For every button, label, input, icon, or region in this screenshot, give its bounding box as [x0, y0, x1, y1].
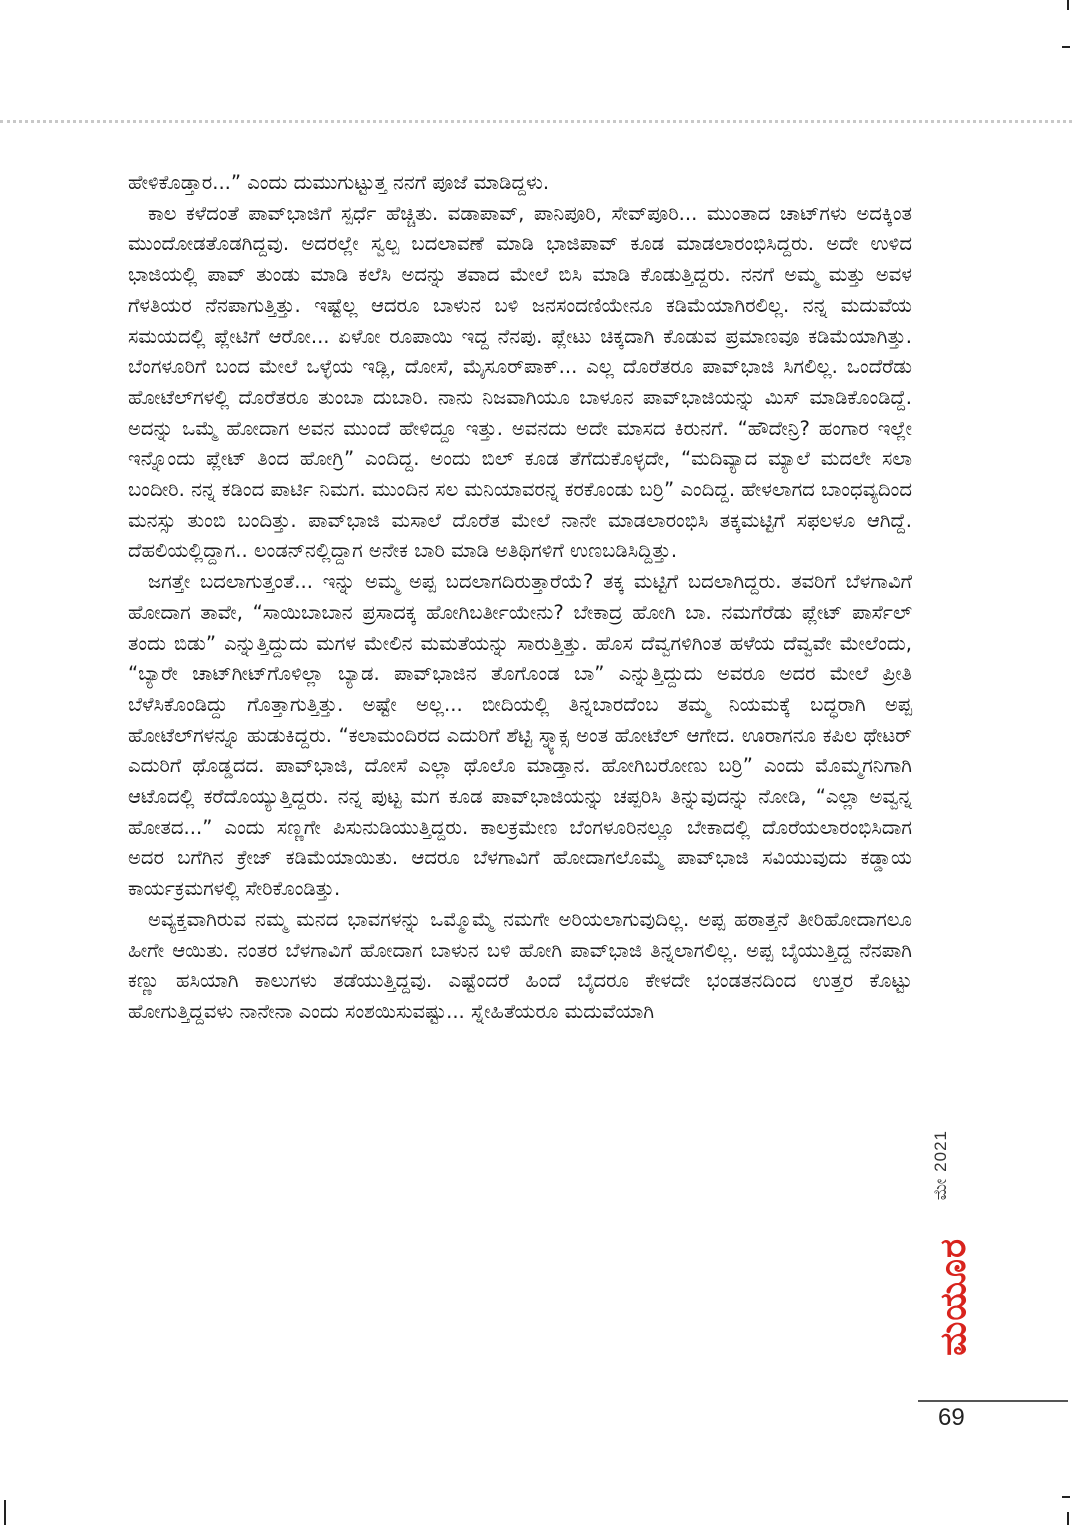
crop-mark-top-right	[1067, 0, 1069, 10]
article-paragraph-4: ಅವ್ಯಕ್ತವಾಗಿರುವ ನಮ್ಮ ಮನದ ಭಾವಗಳನ್ನು ಒಮ್ಮೊಮ್ಮೆ ನಮಗೇ ಅರಿಯಲಾಗುವುದಿಲ್ಲ. ಅಪ್ಪ ಹಠಾತ್ತನೆ ತೀರಿಹೋದಾಗಲೂ ಹೀಗೇ ಆಯಿತು. ನಂತರ ಬೆಳಗಾವಿಗೆ ಹೋದಾಗ ಬಾಳುನ ಬಳಿ ಹೋಗಿ ಪಾವ್‌ಭಾಜಿ ತಿನ್ನಲಾಗಲಿಲ್ಲ. ಅಪ್ಪ ಬೈಯುತ್ತಿದ್ದ ನೆನಪಾಗಿ ಕಣ್ಣು ಹಸಿಯಾಗಿ ಕಾಲುಗಳು ತಡೆಯುತ್ತಿದ್ದವು. ಎಷ್ಟೆಂದರೆ ಹಿಂದೆ ಬೈದರೂ ಕೇಳದೇ ಭಂಡತನದಿಂದ ಉತ್ತರ ಕೊಟ್ಟು ಹೋಗುತ್ತಿದ್ದವಳು ನಾನೇನಾ ಎಂದು ಸಂಶಯಿಸುವಷ್ಟು... ಸ್ನೇಹಿತೆಯರೂ ಮದುವೆಯಾಗಿ	[128, 907, 912, 1023]
magazine-sidebar	[925, 1120, 987, 1420]
header-dotted-rule	[0, 120, 1072, 123]
crop-mark-bottom-left	[4, 1500, 6, 1525]
magazine-logo: ಮಯೂರ	[933, 1238, 974, 1356]
crop-mark-bottom-right	[1067, 1512, 1069, 1525]
issue-date: ಮೇ 2021	[931, 1130, 950, 1201]
article-paragraph-3: ಜಗತ್ತೇ ಬದಲಾಗುತ್ತಂತೆ... ಇನ್ನು ಅಮ್ಮ ಅಪ್ಪ ಬದಲಾಗದಿರುತ್ತಾರೆಯೆ? ತಕ್ಕ ಮಟ್ಟಿಗೆ ಬದಲಾಗಿದ್ದರು. ತವರಿಗೆ ಬೆಳಗಾವಿಗೆ ಹೋದಾಗ ತಾವೇ, “ಸಾಯಿಬಾಬಾನ ಪ್ರಸಾದಕ್ಕ ಹೋಗಿಬರ್ತೀಯೇನು? ಬೇಕಾದ್ರ ಹೋಗಿ ಬಾ. ನಮಗೆರೆಡು ಪ್ಲೇಟ್ ಪಾರ್ಸೆಲ್ ತಂದು ಬಿಡು” ಎನ್ನುತ್ತಿದ್ದುದು ಮಗಳ ಮೇಲಿನ ಮಮತೆಯನ್ನು ಸಾರುತ್ತಿತ್ತು. ಹೊಸ ದೆವ್ವಗಳಿಗಿಂತ ಹಳೆಯ ದೆವ್ವವೇ ಮೇಲೆಂದು, “ಬ್ಯಾರೇ ಚಾಟ್‌ಗೀಟ್‌ಗೊಳಿಲ್ಲಾ ಬ್ಯಾಡ. ಪಾವ್‌ಭಾಜಿನ ತೊಗೊಂಡ ಬಾ” ಎನ್ನುತ್ತಿದ್ದುದು ಅವರೂ ಅದರ ಮೇಲೆ ಪ್ರೀತಿ ಬೆಳೆಸಿಕೊಂಡಿದ್ದು ಗೊತ್ತಾಗುತ್ತಿತ್ತು. ಅಷ್ಟೇ ಅಲ್ಲ... ಬೀದಿಯಲ್ಲಿ ತಿನ್ನಬಾರದೆಂಬ ತಮ್ಮ ನಿಯಮಕ್ಕೆ ಬದ್ಧರಾಗಿ ಅಪ್ಪ ಹೋಟೆಲ್‌ಗಳನ್ನೂ ಹುಡುಕಿದ್ದರು. “ಕಲಾಮಂದಿರದ ಎದುರಿಗೆ ಶೆಟ್ಟಿ ಸ್ನ್ಯಾಕ್ಸ ಅಂತ ಹೋಟೆಲ್ ಆಗೇದ. ಊರಾಗನೂ ಕಪಿಲ ಥೇಟರ್ ಎದುರಿಗೆ ಥೊಡ್ಡದದ. ಪಾವ್‌ಭಾಜಿ, ದೋಸೆ ಎಲ್ಲಾ ಥೊಲೊ ಮಾಡ್ತಾನ. ಹೋಗಿಬರೋಣು ಬರ್ರಿ” ಎಂದು ಮೊಮ್ಮಗನಿಗಾಗಿ ಆಟೊದಲ್ಲಿ ಕರೆದೊಯ್ಯುತ್ತಿದ್ದರು. ನನ್ನ ಪುಟ್ಟ ಮಗ ಕೂಡ ಪಾವ್‌ಭಾಜಿಯನ್ನು ಚಪ್ಪರಿಸಿ ತಿನ್ನುವುದನ್ನು ನೋಡಿ, “ಎಲ್ಲಾ ಅವ್ವನ್ನ ಹೋತದ...” ಎಂದು ಸಣ್ಣಗೇ ಪಿಸುನುಡಿಯುತ್ತಿದ್ದರು. ಕಾಲಕ್ರಮೇಣ ಬೆಂಗಳೂರಿನಲ್ಲೂ ಬೇಕಾದಲ್ಲಿ ದೊರೆಯಲಾರಂಭಿಸಿದಾಗ ಅದರ ಬಗೆಗಿನ ಕ್ರೇಜ್ ಕಡಿಮೆಯಾಯಿತು. ಆದರೂ ಬೆಳಗಾವಿಗೆ ಹೋದಾಗಲೊಮ್ಮೆ ಪಾವ್‌ಭಾಜಿ ಸವಿಯುವುದು ಕಡ್ಡಾಯ ಕಾರ್ಯಕ್ರಮಗಳಲ್ಲಿ ಸೇರಿಕೊಂಡಿತ್ತು.	[128, 570, 912, 901]
article-paragraph-2: ಕಾಲ ಕಳೆದಂತೆ ಪಾವ್‌ಭಾಜಿಗೆ ಸ್ಪರ್ಧೆ ಹೆಚ್ಚಿತು. ವಡಾಪಾವ್, ಪಾನಿಪೂರಿ, ಸೇವ್‌ಪೂರಿ... ಮುಂತಾದ ಚಾಟ್‌ಗಳು ಅದಕ್ಕಿಂತ ಮುಂದೋಡತೊಡಗಿದ್ದವು. ಅದರಲ್ಲೇ ಸ್ವಲ್ಪ ಬದಲಾವಣೆ ಮಾಡಿ ಭಾಜಿಪಾವ್ ಕೂಡ ಮಾಡಲಾರಂಭಿಸಿದ್ದರು. ಅದೇ ಉಳಿದ ಭಾಜಿಯಲ್ಲಿ ಪಾವ್ ತುಂಡು ಮಾಡಿ ಕಲೆಸಿ ಅದನ್ನು ತವಾದ ಮೇಲೆ ಬಿಸಿ ಮಾಡಿ ಕೊಡುತ್ತಿದ್ದರು. ನನಗೆ ಅಮ್ಮ ಮತ್ತು ಅವಳ ಗೆಳತಿಯರ ನೆನಪಾಗುತ್ತಿತ್ತು. ಇಷ್ಟೆಲ್ಲ ಆದರೂ ಬಾಳುನ ಬಳಿ ಜನಸಂದಣಿಯೇನೂ ಕಡಿಮೆಯಾಗಿರಲಿಲ್ಲ. ನನ್ನ ಮದುವೆಯ ಸಮಯದಲ್ಲಿ ಪ್ಲೇಟಿಗೆ ಆರೋ... ಏಳೋ ರೂಪಾಯಿ ಇದ್ದ ನೆನಪು. ಪ್ಲೇಟು ಚಿಕ್ಕದಾಗಿ ಕೊಡುವ ಪ್ರಮಾಣವೂ ಕಡಿಮೆಯಾಗಿತ್ತು. ಬೆಂಗಳೂರಿಗೆ ಬಂದ ಮೇಲೆ ಒಳ್ಳೆಯ ಇಡ್ಲಿ, ದೋಸೆ, ಮೈಸೂರ್‌ಪಾಕ್... ಎಲ್ಲ ದೊರೆತರೂ ಪಾವ್‌ಭಾಜಿ ಸಿಗಲಿಲ್ಲ. ಒಂದೆರೆಡು ಹೋಟೆಲ್‌ಗಳಲ್ಲಿ ದೊರೆತರೂ ತುಂಬಾ ದುಬಾರಿ. ನಾನು ನಿಜವಾಗಿಯೂ ಬಾಳೂನ ಪಾವ್‌ಭಾಜಿಯನ್ನು ಮಿಸ್ ಮಾಡಿಕೊಂಡಿದ್ದೆ. ಅದನ್ನು ಒಮ್ಮೆ ಹೋದಾಗ ಅವನ ಮುಂದೆ ಹೇಳಿದ್ದೂ ಇತ್ತು. ಅವನದು ಅದೇ ಮಾಸದ ಕಿರುನಗೆ. “ಹೌದೇನ್ರಿ? ಹಂಗಾರ ಇಲ್ಲೇ ಇನ್ನೊಂದು ಪ್ಲೇಟ್ ತಿಂದ ಹೋಗ್ರಿ” ಎಂದಿದ್ದ. ಅಂದು ಬಿಲ್ ಕೂಡ ತೆಗೆದುಕೊಳ್ಳದೇ, “ಮದಿವ್ಯಾದ ಮ್ಯಾಲೆ ಮದಲೇ ಸಲಾ ಬಂದೀರಿ. ನನ್ನ ಕಡಿಂದ ಪಾರ್ಟಿ ನಿಮಗ. ಮುಂದಿನ ಸಲ ಮನಿಯಾವರನ್ನ ಕರಕೊಂಡು ಬರ್ರಿ” ಎಂದಿದ್ದ. ಹೇಳಲಾಗದ ಬಾಂಧವ್ಯದಿಂದ ಮನಸ್ಸು ತುಂಬಿ ಬಂದಿತ್ತು. ಪಾವ್‌ಭಾಜಿ ಮಸಾಲೆ ದೊರೆತ ಮೇಲೆ ನಾನೇ ಮಾಡಲಾರಂಭಿಸಿ ತಕ್ಕಮಟ್ಟಿಗೆ ಸಫಲಳೂ ಆಗಿದ್ದೆ. ದೆಹಲಿಯಲ್ಲಿದ್ದಾಗ.. ಲಂಡನ್‌ನಲ್ಲಿದ್ದಾಗ ಅನೇಕ ಬಾರಿ ಮಾಡಿ ಅತಿಥಿಗಳಿಗೆ ಉಣಬಡಿಸಿದ್ದಿತ್ತು.	[128, 201, 913, 563]
article-body	[128, 168, 912, 1028]
crop-mark-top-right-horizontal	[1062, 46, 1070, 48]
article-paragraph-1: ಹೇಳಿಕೊಡ್ತಾರ...” ಎಂದು ದುಮುಗುಟ್ಟುತ್ತ ನನಗೆ ಪೂಜೆ ಮಾಡಿದ್ದಳು.	[128, 171, 550, 194]
footer-rule	[918, 1400, 1068, 1402]
crop-mark-bottom-right-horizontal	[1062, 1496, 1070, 1498]
page-number: 69	[938, 1404, 965, 1431]
